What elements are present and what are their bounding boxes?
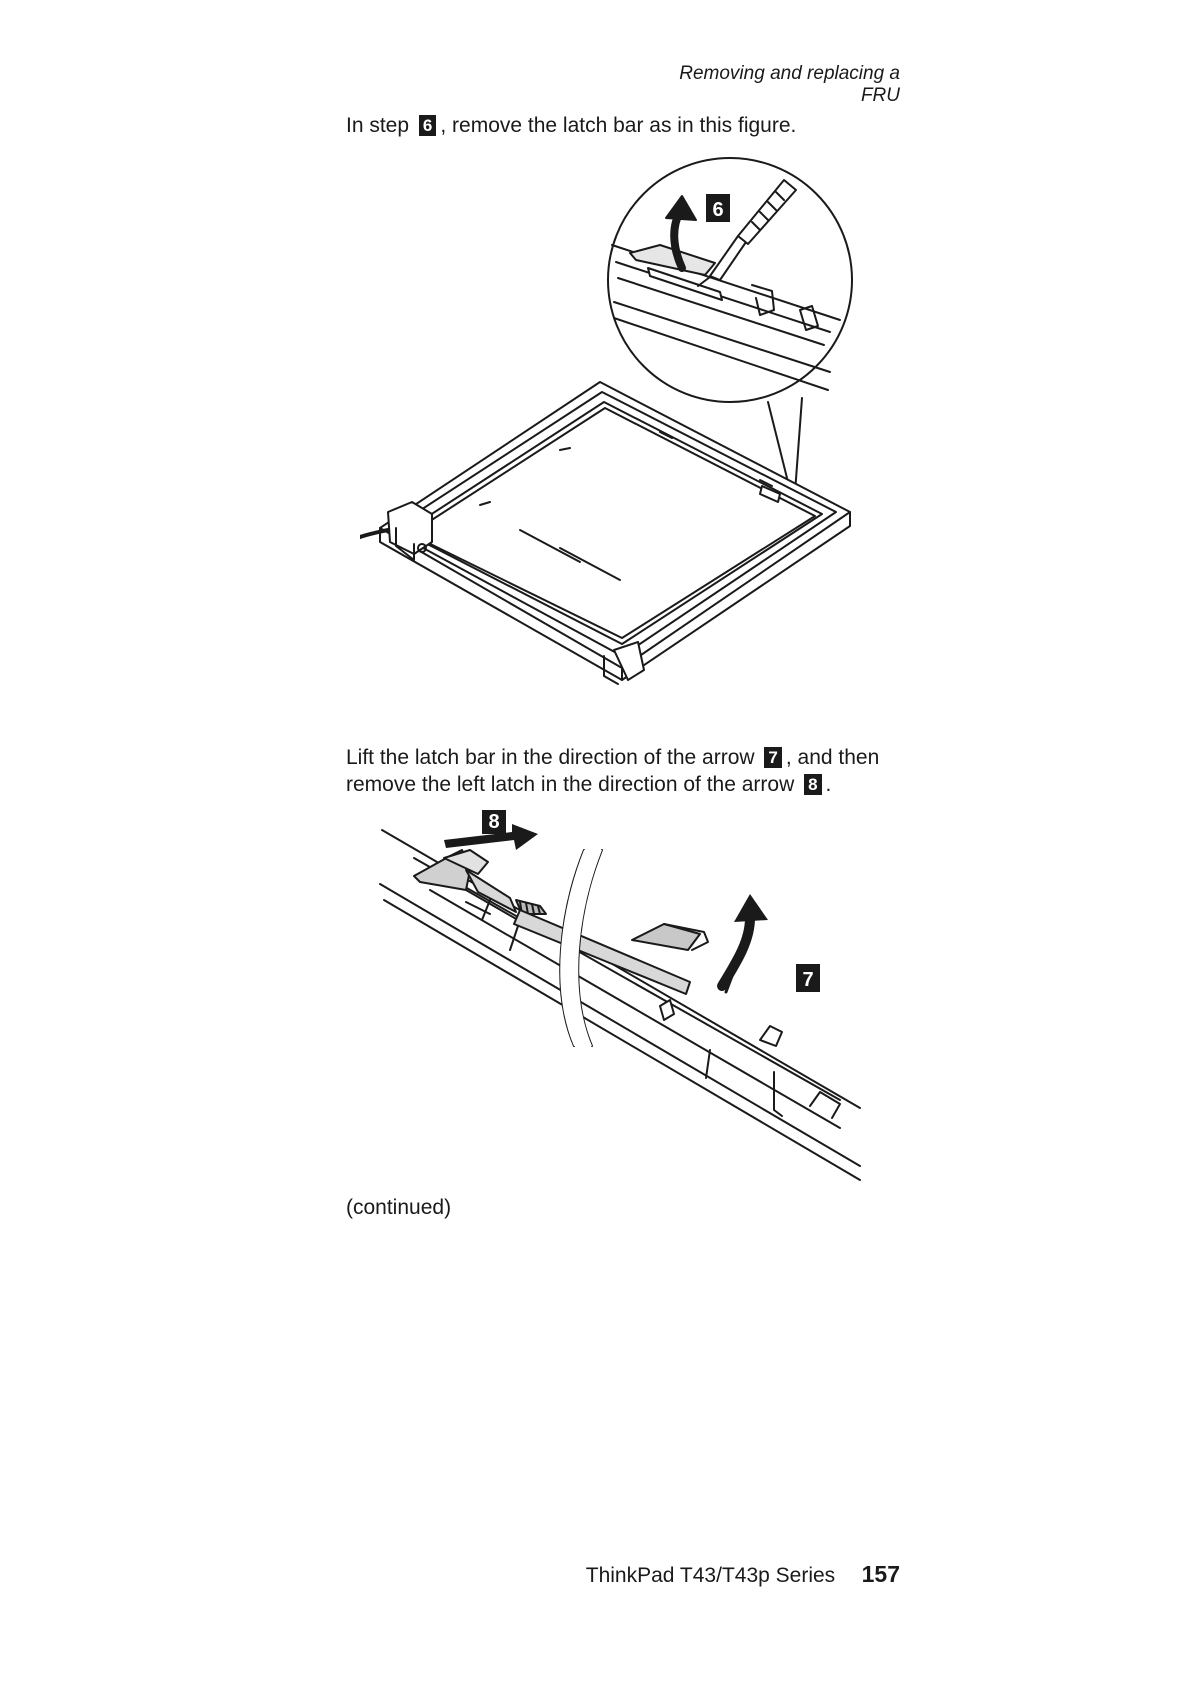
instruction-line <box>346 771 879 798</box>
svg-text:6: 6 <box>712 199 724 221</box>
instruction-text: Lift the latch bar in the direction of the arrow <box>346 746 755 769</box>
step-badge-8: 8 <box>804 774 821 795</box>
figure-latch-bar-removal <box>360 150 880 730</box>
step-badge-6: 6 <box>419 115 436 136</box>
running-header: Removing and replacing a FRU <box>679 63 900 106</box>
svg-text:7: 7 <box>802 969 814 991</box>
arrow-up <box>722 918 750 986</box>
step-badge-7: 7 <box>764 747 781 768</box>
instruction-text: remove the left latch in the direction of the arrow <box>346 773 795 796</box>
callout-badge-6 <box>706 194 730 222</box>
instruction-line <box>346 744 879 771</box>
callout-badge-7 <box>796 964 820 992</box>
instruction-text: In step <box>346 114 410 137</box>
continued-note: (continued) <box>346 1196 452 1219</box>
instruction-text: , and then <box>785 746 880 769</box>
instruction-text: . <box>825 773 832 796</box>
callout-badge-8 <box>482 810 506 834</box>
book-title: ThinkPad T43/T43p Series <box>585 1564 836 1587</box>
page-footer <box>560 1561 900 1588</box>
svg-text:8: 8 <box>488 811 500 833</box>
instruction-step-6 <box>346 112 796 139</box>
figure-latch-removal <box>370 810 880 1190</box>
latch-bar <box>514 910 708 994</box>
instruction-text: , remove the latch bar as in this figure. <box>440 114 797 137</box>
instruction-step-7-8 <box>346 744 879 798</box>
page-number: 157 <box>861 1561 900 1587</box>
